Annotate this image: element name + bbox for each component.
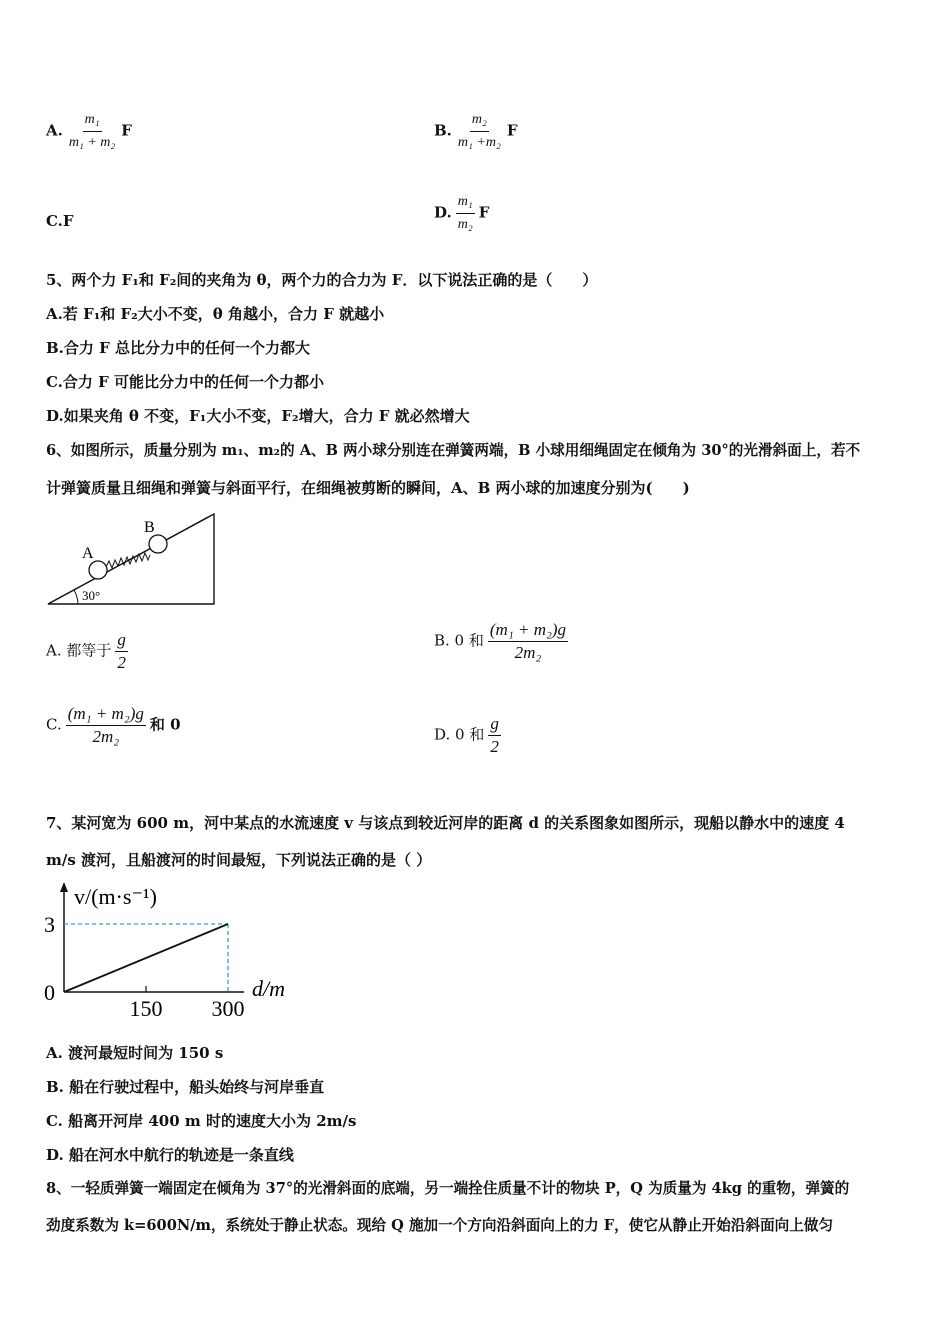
q6-option-b-text: B. 0 和 [434, 631, 484, 650]
q7-stem-line1: 7、某河宽为 600 m，河中某点的水流速度 v 与该点到较近河岸的距离 d 的关系图象如图所示，现船以静水中的速度 4 [46, 814, 845, 832]
q4-option-a-fraction [67, 110, 117, 153]
ball-b [149, 535, 167, 553]
angle-label: 30° [82, 588, 101, 603]
q5-option-b: B.合力 F 总比分力中的任何一个力都大 [46, 339, 310, 357]
q4-option-a-suffix: F [121, 121, 132, 140]
q6-stem-line1: 6、如图所示，质量分别为 m₁、m₂的 A、B 两小球分别连在弹簧两端，B 小球用细绳固定在倾角为 30°的光滑斜面上，若不 [46, 442, 861, 459]
q7-option-d: D. 船在河水中航行的轨迹是一条直线 [46, 1146, 294, 1164]
q6-a-denominator: 2 [117, 653, 126, 672]
q6-b-numerator: (m₁ + m₂)g [488, 620, 568, 642]
q6-option-c-label: C. [46, 715, 62, 734]
q6-option-b [434, 620, 572, 663]
q4-option-d-label: D. [434, 203, 452, 222]
q6-c-numerator: (m₁ + m₂)g [66, 704, 146, 726]
rope [166, 517, 208, 540]
q6-d-fraction [488, 714, 501, 757]
origin-label: 0 [44, 980, 55, 1005]
q5-option-a: A.若 F₁和 F₂大小不变，θ 角越小，合力 F 就越小 [46, 305, 385, 323]
q6-option-c [46, 704, 181, 747]
velocity-line [64, 924, 228, 992]
q7-option-c: C. 船离开河岸 400 m 时的速度大小为 2m/s [46, 1112, 357, 1130]
ball-a [89, 561, 107, 579]
q6-stem-line2: 计弹簧质量且细绳和弹簧与斜面平行，在细绳被剪断的瞬间，A、B 两小球的加速度分别为( ) [46, 479, 690, 497]
q6-b-fraction [488, 620, 568, 663]
q4-b-numerator: m₂ [470, 110, 489, 132]
q6-option-d-text: D. 0 和 [434, 725, 485, 744]
q4-b-denominator: m₁ +m₂ [457, 135, 501, 150]
spring [106, 553, 150, 568]
q4-option-d-suffix: F [478, 203, 490, 222]
q4-a-numerator: m₁ [83, 110, 102, 132]
q6-option-c-suffix: 和 0 [149, 715, 181, 734]
q6-c-denominator: 2m₂ [92, 727, 120, 746]
q6-option-d [434, 714, 505, 757]
q4-option-b-label: B. [434, 121, 452, 140]
q6-b-denominator: 2m₂ [514, 643, 542, 662]
q4-option-d [434, 192, 489, 235]
q4-option-b-suffix: F [506, 121, 518, 140]
q6-option-a-text: A. 都等于 [46, 641, 112, 660]
q7-stem-line2: m/s 渡河，且船渡河的时间最短，下列说法正确的是（ ） [46, 851, 432, 869]
label-b: B [144, 519, 155, 536]
q6-a-fraction [115, 630, 128, 673]
q4-option-b [434, 110, 517, 153]
q5-option-d: D.如果夹角 θ 不变，F₁大小不变，F₂增大，合力 F 就必然增大 [46, 407, 470, 425]
q6-incline-figure [44, 508, 220, 608]
q5-stem: 5、两个力 F₁和 F₂间的夹角为 θ，两个力的合力为 F．以下说法正确的是（ ） [46, 271, 598, 289]
q6-d-numerator: g [488, 714, 501, 736]
q4-option-d-fraction [456, 192, 475, 235]
q4-option-b-fraction [456, 110, 503, 153]
q7-option-a: A. 渡河最短时间为 150 s [46, 1044, 224, 1062]
x-tick-label-150: 150 [129, 996, 163, 1021]
q4-d-numerator: m₁ [456, 192, 475, 214]
x-axis-label: d/m [252, 976, 285, 1001]
q6-a-numerator: g [115, 630, 128, 652]
y-axis-label: v/(m·s⁻¹) [74, 884, 157, 909]
q4-option-c: C.F [46, 212, 74, 230]
q8-line1: 8、一轻质弹簧一端固定在倾角为 37°的光滑斜面的底端，另一端拴住质量不计的物块 P，Q 为质量为 4kg 的重物，弹簧的 [46, 1180, 850, 1197]
q4-d-denominator: m₂ [457, 217, 473, 232]
label-a: A [82, 545, 94, 562]
angle-arc [74, 590, 78, 604]
q6-d-denominator: 2 [490, 737, 499, 756]
q4-a-denominator: m₁ + m₂ [68, 135, 116, 150]
x-tick-label-300: 300 [211, 996, 245, 1021]
q6-option-a [46, 630, 132, 673]
q5-option-c: C.合力 F 可能比分力中的任何一个力都小 [46, 373, 324, 391]
y-axis-arrow [60, 882, 68, 892]
y-tick-label-3: 3 [44, 912, 55, 937]
q7-velocity-chart [40, 878, 310, 1026]
q7-option-b: B. 船在行驶过程中，船头始终与河岸垂直 [46, 1078, 325, 1096]
q8-line2: 劲度系数为 k=600N/m，系统处于静止状态。现给 Q 施加一个方向沿斜面向上的力 F，使它从静止开始沿斜面向上做匀 [46, 1217, 834, 1234]
q4-option-a-label: A. [46, 121, 63, 140]
q6-c-fraction [66, 704, 146, 747]
q4-option-a [46, 110, 132, 153]
